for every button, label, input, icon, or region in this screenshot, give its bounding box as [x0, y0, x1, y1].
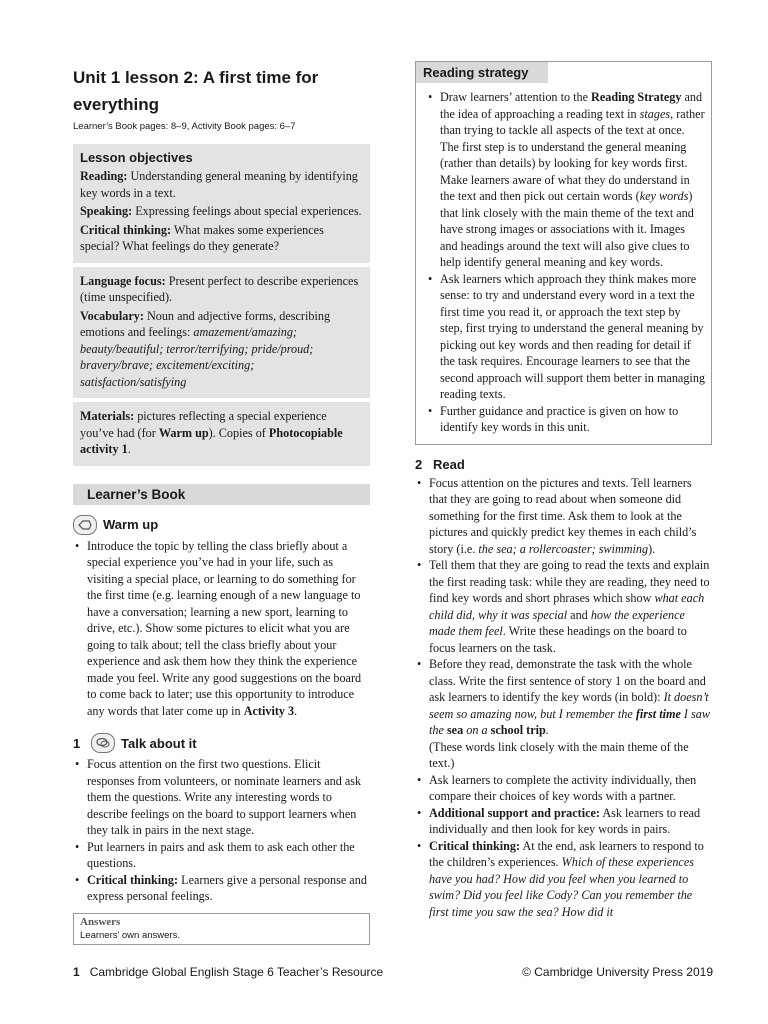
list-item: • Ask learners to complete the activity individually, then compare their choices of key words with a partner.	[429, 772, 712, 805]
objective-reading: Reading: Understanding general meaning by identifying key words in a text.	[80, 169, 358, 200]
reading-strategy-heading: Reading strategy	[416, 62, 548, 83]
reading-strategy-box	[415, 61, 712, 445]
materials-text: Materials: pictures reflecting a special experience you’ve had (for Warm up). Copies of Photocopiable activity 1.	[80, 409, 343, 456]
answers-text: Learners’ own answers.	[80, 929, 180, 941]
read-heading: 2 Read	[415, 456, 465, 472]
list-item: • Additional support and practice: Ask learners to read individually and then look for key words in pairs.	[429, 805, 712, 838]
list-item: • Focus attention on the pictures and texts. Tell learners that they are going to read about when someone did something for the first time. Ask them to look at the pictures and quickly predict key themes in each child’s story (i.e. the sea; a rollercoaster; swimming).	[429, 475, 712, 558]
right-column	[415, 61, 712, 920]
vocabulary: Vocabulary: Noun and adjective forms, describing emotions and feelings: amazement/amazing; beauty/beautiful; terror/terrifying; pride/proud; bravery/brave; excitement/exciting; satisfaction/satisfying	[80, 308, 331, 389]
language-focus: Language focus: Present perfect to describe experiences (time unspecified).	[80, 273, 359, 304]
list-item: • Focus attention on the first two questions. Elicit responses from volunteers, or nominate learners and ask them the questions. Write any interesting words to describe feelings on the board to support learners when they talk in pairs in the next stage.	[87, 756, 370, 839]
lesson-objectives-box	[73, 144, 370, 263]
list-item: • Draw learners’ attention to the Reading Strategy and the idea of approaching a reading text in stages, rather than trying to tackle all aspects of the text at once. The first step is to understand the general meaning (rather than details) by looking for key words first. Make learners aware of what they do understand in the text and then pick out certain words (key words) that link closely with the main theme of the text and have strong images or associations with it. Images and headings around the text will also give clues to help identify general meaning and key words.	[440, 89, 705, 271]
talk-heading: 1 Talk about it	[73, 733, 370, 753]
learners-book-heading: Learner’s Book	[73, 484, 370, 505]
copyright: © Cambridge University Press 2019	[522, 965, 713, 979]
book-title: Cambridge Global English Stage 6 Teacher’s Resource	[89, 965, 384, 979]
list-item: • Put learners in pairs and ask them to ask each other the questions.	[87, 839, 370, 872]
speech-bubble-icon	[91, 733, 115, 753]
page-footer	[73, 965, 713, 979]
materials-box	[73, 402, 370, 466]
list-item: • Tell them that they are going to read the texts and explain the first reading task: while they are reading, they need to find key words and short phrases which show what each child did, why it was special and how the experience made them feel. Write these headings on the board to focus learners on the task.	[429, 557, 712, 656]
objectives-heading: Lesson objectives	[80, 150, 193, 165]
answers-box	[73, 913, 370, 945]
book-pages: Learner’s Book pages: 8–9, Activity Book pages: 6–7	[73, 121, 296, 132]
warmup-list	[73, 538, 370, 720]
list-item: • Critical thinking: Learners give a personal response and express personal feelings.	[87, 872, 370, 905]
list-item: • Further guidance and practice is given on how to identify key words in this unit.	[440, 403, 705, 436]
left-column	[73, 64, 370, 945]
list-item: • Before they read, demonstrate the task with the whole class. Write the first sentence of story 1 on the board and ask learners to identify the key words (in bold): It doesn’t seem so amazing now, but I remember the first time I saw the sea on a school trip. (These words link closely with the main theme of the text.)	[429, 656, 712, 772]
answers-heading: Answers	[80, 915, 121, 928]
read-list	[415, 475, 712, 921]
list-item: • Introduce the topic by telling the class briefly about a special experience you’ve had in your life, such as visiting a special place, or learning to do something for the first time (e.g. learning enough of a new language to have a conversation; learning a new sport, learning to drive, etc.). Show some pictures to elicit what you are going to talk about; tell the class briefly about your experience and ask them how they think the experience made you feel. Write any good suggestions on the board to come back to later; use this opportunity to introduce any words that later come up in Activity 3.	[87, 538, 370, 720]
warmup-heading: Warm up	[73, 515, 370, 535]
list-item: • Ask learners which approach they think makes more sense: to try and understand every word in a text the first time you read it, or approach the text step by step, first trying to understand the general meaning by picking out key words and then reading for detail if the task requires. Encourage learners to see that the second approach will support them better in managing reading texts.	[440, 271, 705, 403]
language-box	[73, 267, 370, 399]
objective-critical: Critical thinking: What makes some experiences special? What feelings do they generate?	[80, 222, 324, 253]
strategy-list	[426, 89, 705, 436]
talk-list	[73, 756, 370, 905]
objective-speaking: Speaking: Expressing feelings about special experiences.	[80, 204, 362, 218]
list-item: • Critical thinking: At the end, ask learners to respond to the children’s experiences. Which of these experiences have you had? How did you feel when you learned to swim? Did you feel like Cody? Can you remember the first time you saw the sea? How did it	[429, 838, 712, 921]
page-number: 1	[73, 965, 80, 979]
page-title: Unit 1 lesson 2: A first time for everything	[73, 68, 319, 114]
warmup-icon	[73, 515, 97, 535]
